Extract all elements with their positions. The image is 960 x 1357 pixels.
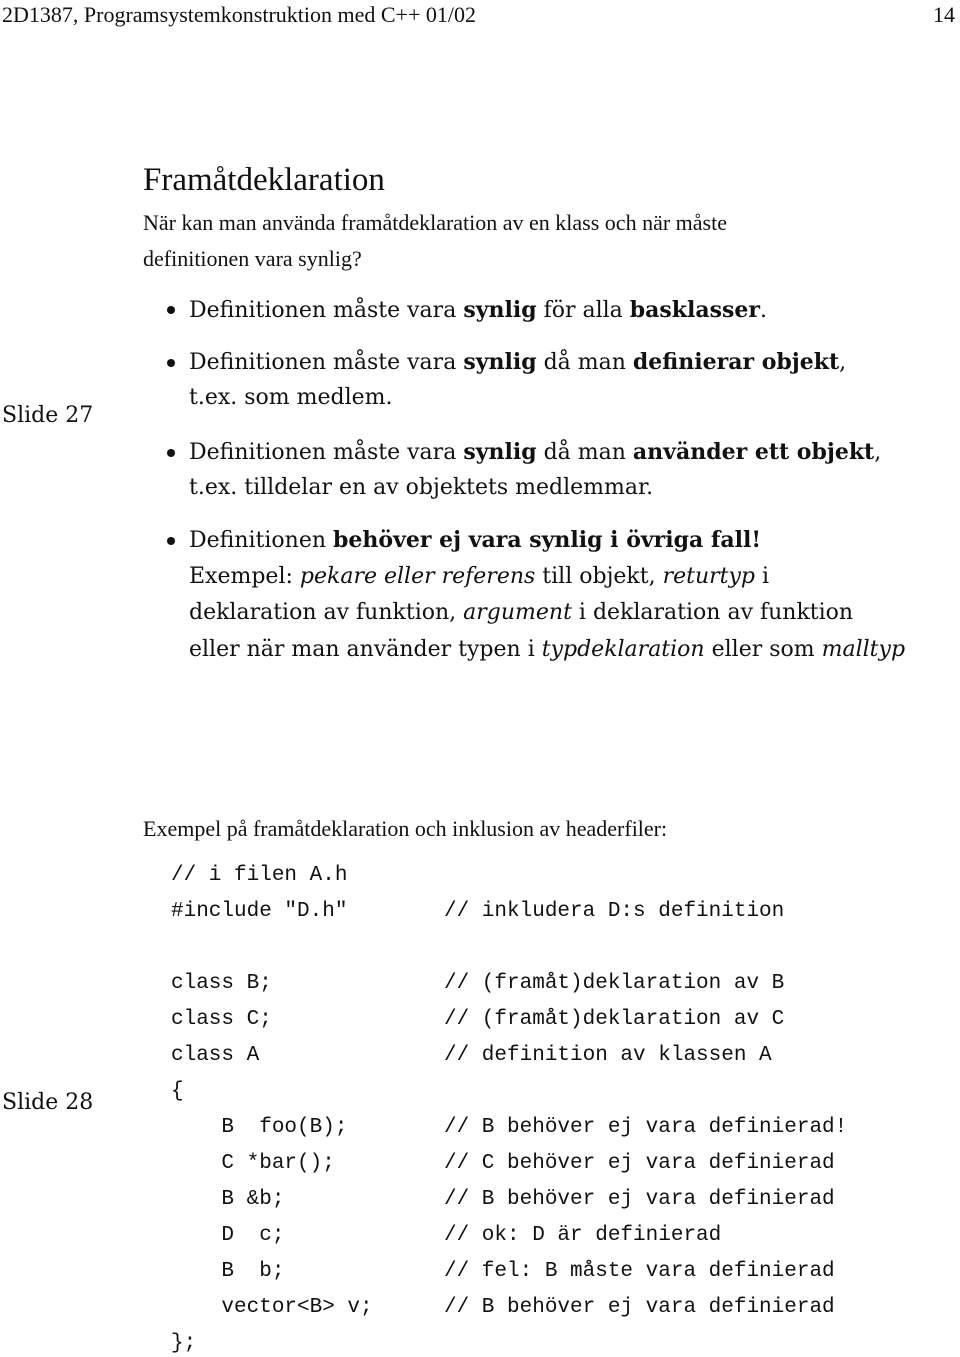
- bullet-3-line-2: t.ex. tilldelar en av objektets medlemmar.: [189, 475, 654, 500]
- code-line: B b;: [171, 1260, 285, 1283]
- code-comment: // fel: B måste vara definierad: [444, 1260, 835, 1283]
- bullet-dot: [167, 359, 175, 367]
- bullet-4-line-3: deklaration av funktion, argument i deklaration av funktion: [189, 600, 854, 625]
- code-line: C *bar();: [171, 1152, 335, 1175]
- bullet-dot: [167, 306, 175, 314]
- code-line: B &b;: [171, 1188, 285, 1211]
- bullet-dot: [167, 537, 175, 545]
- code-comment: // ok: D är definierad: [444, 1224, 722, 1247]
- document-header: 2D1387, Programsystemkonstruktion med C++ 01/02: [2, 2, 476, 27]
- code-comment: // B behöver ej vara definierad: [444, 1188, 835, 1211]
- slide-title: Framåtdeklaration: [143, 162, 385, 198]
- code-line: };: [171, 1332, 197, 1355]
- slide-28-intro: Exempel på framåtdeklaration och inklusion av headerfiler:: [143, 816, 668, 841]
- code-line: // i filen A.h: [171, 864, 348, 887]
- bullet-4-line-4: eller när man använder typen i typdeklaration eller som malltyp: [189, 637, 906, 662]
- code-line: {: [171, 1080, 184, 1103]
- code-comment: // B behöver ej vara definierad!: [444, 1116, 848, 1139]
- slide-28-label: Slide 28: [2, 1090, 94, 1115]
- code-comment: // definition av klassen A: [444, 1044, 772, 1067]
- bullet-dot: [167, 449, 175, 457]
- code-comment: // inkludera D:s definition: [444, 900, 785, 923]
- code-line: D c;: [171, 1224, 285, 1247]
- bullet-2-line-2: t.ex. som medlem.: [189, 385, 393, 410]
- code-comment: // (framåt)deklaration av C: [444, 1008, 785, 1031]
- bullet-2: Definitionen måste vara synlig då man definierar objekt,: [189, 349, 847, 375]
- code-line: B foo(B);: [171, 1116, 348, 1139]
- intro-line-2: definitionen vara synlig?: [143, 246, 362, 271]
- bullet-4-line-2: Exempel: pekare eller referens till objekt, returtyp i: [189, 564, 770, 589]
- bullet-3: Definitionen måste vara synlig då man använder ett objekt,: [189, 439, 882, 465]
- code-line: class C;: [171, 1008, 272, 1031]
- code-line: class B;: [171, 972, 272, 995]
- bullet-4: Definitionen behöver ej vara synlig i övriga fall!: [189, 527, 761, 553]
- bullet-1: Definitionen måste vara synlig för alla basklasser.: [189, 297, 768, 323]
- code-line: vector<B> v;: [171, 1296, 373, 1319]
- intro-line-1: När kan man använda framåtdeklaration av en klass och när måste: [143, 210, 727, 235]
- code-comment: // C behöver ej vara definierad: [444, 1152, 835, 1175]
- code-line: #include "D.h": [171, 900, 348, 923]
- page-number: 14: [933, 2, 955, 27]
- code-comment: // B behöver ej vara definierad: [444, 1296, 835, 1319]
- slide-27-label: Slide 27: [2, 403, 94, 428]
- code-line: class A: [171, 1044, 260, 1067]
- code-comment: // (framåt)deklaration av B: [444, 972, 785, 995]
